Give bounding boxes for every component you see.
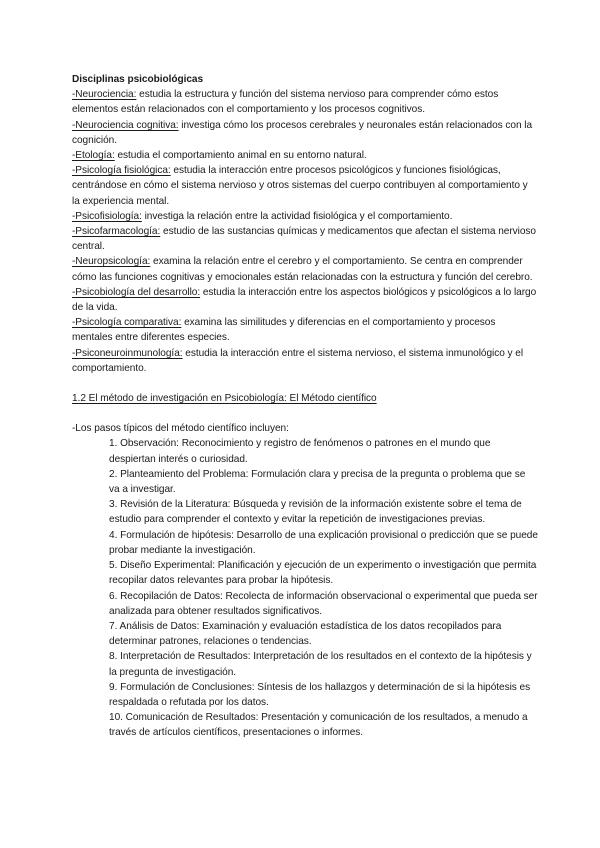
discipline-item bbox=[72, 285, 538, 315]
step-item: 4. Formulación de hipótesis: Desarrollo de una explicación provisional o predicción que se puede probar mediante la investigación. bbox=[109, 529, 538, 556]
discipline-description: estudia la estructura y función del sistema nervioso para comprender cómo estos elementos están relacionados con el comportamiento y los procesos cognitivos. bbox=[72, 89, 499, 116]
discipline-item bbox=[72, 209, 538, 224]
step-item: 3. Revisión de la Literatura: Búsqueda y revisión de la información existente sobre el tema de estudio para comprender el contexto y evitar la repetición de investigaciones previas. bbox=[109, 499, 522, 526]
step-item: 2. Planteamiento del Problema: Formulación clara y precisa de la pregunta o problema que se va a investigar. bbox=[109, 468, 526, 496]
discipline-term: -Psicofisiología: bbox=[72, 210, 142, 222]
discipline-item bbox=[72, 224, 538, 254]
discipline-item bbox=[72, 254, 538, 284]
discipline-term: -Psicología comparativa: bbox=[72, 317, 182, 329]
discipline-term: -Psicofarmacología: bbox=[72, 226, 161, 238]
discipline-description: examina la relación entre el cerebro y el comportamiento. Se centra en comprender cómo las funciones cognitivas y emocionales están relacionadas con la estructura y función del cerebro. bbox=[72, 256, 533, 283]
discipline-term: -Psiconeuroinmunología: bbox=[72, 347, 183, 359]
discipline-item bbox=[72, 346, 538, 376]
discipline-description: estudia la interacción entre los aspectos biológicos y psicológicos a lo largo de la vida. bbox=[72, 286, 537, 314]
disciplines-heading: Disciplinas psicobiológicas bbox=[72, 74, 204, 85]
discipline-description: estudia la interacción entre el sistema nervioso, el sistema inmunológico y el comportamiento. bbox=[72, 347, 524, 374]
discipline-description: investiga la relación entre la actividad fisiológica y el comportamiento. bbox=[141, 210, 453, 222]
discipline-term: -Etología: bbox=[72, 150, 115, 162]
discipline-term: -Psicología fisiológica: bbox=[72, 165, 171, 177]
section-heading: 1.2 El método de investigación en Psicobiología: El Método científico bbox=[72, 393, 377, 405]
discipline-term: -Neurociencia cognitiva: bbox=[72, 119, 179, 131]
discipline-term: -Psicobiología del desarrollo: bbox=[72, 286, 201, 298]
step-item: 8. Interpretación de Resultados: Interpretación de los resultados en el contexto de la hipótesis y la pregunta de investigación. bbox=[109, 651, 532, 678]
spacer bbox=[72, 376, 538, 391]
discipline-description: examina las similitudes y diferencias en el comportamiento y procesos mentales entre diferentes especies. bbox=[72, 317, 496, 344]
steps-intro: -Los pasos típicos del método científico incluyen: bbox=[72, 423, 289, 435]
step-item: 10. Comunicación de Resultados: Presentación y comunicación de los resultados, a menudo a través de artículos científicos, presentaciones o informes. bbox=[109, 712, 528, 739]
step-item: 7. Análisis de Datos: Examinación y evaluación estadística de los datos recopilados para determinar patrones, relaciones o tendencias. bbox=[109, 620, 502, 648]
discipline-description: estudia el comportamiento animal en su entorno natural. bbox=[114, 150, 367, 162]
discipline-description: estudia la interacción entre procesos psicológicos y funciones fisiológicas, centrándose en cómo el sistema nervioso y otros sistemas del cuerpo contribuyen al comportamiento y la experiencia mental. bbox=[72, 165, 528, 207]
step-item: 5. Diseño Experimental: Planificación y ejecución de un experimento o investigación que permita recopilar datos relevantes para probar la hipótesis. bbox=[109, 560, 537, 587]
spacer bbox=[72, 406, 538, 421]
steps-list bbox=[72, 436, 538, 740]
step-item: 9. Formulación de Conclusiones: Síntesis de los hallazgos y determinación de si la hipótesis es respaldada o refutada por los datos. bbox=[109, 681, 531, 708]
discipline-description: investiga cómo los procesos cerebrales y neuronales están relacionados con la cognición. bbox=[72, 119, 533, 146]
step-item: 1. Observación: Reconocimiento y registro de fenómenos o patrones en el mundo que despiertan interés o curiosidad. bbox=[109, 438, 491, 465]
document-body bbox=[72, 72, 538, 741]
discipline-item bbox=[72, 315, 538, 345]
discipline-item bbox=[72, 148, 538, 163]
discipline-term: -Neuropsicología: bbox=[72, 256, 151, 268]
discipline-item bbox=[72, 118, 538, 148]
discipline-description: estudio de las sustancias químicas y medicamentos que afectan el sistema nervioso central. bbox=[72, 226, 536, 253]
discipline-term: -Neurociencia: bbox=[72, 89, 137, 101]
discipline-item bbox=[72, 87, 538, 117]
discipline-item bbox=[72, 163, 538, 209]
discipline-list bbox=[72, 87, 538, 376]
step-item: 6. Recopilación de Datos: Recolecta de información observacional o experimental que pueda ser analizada para obtener resultados significativos. bbox=[109, 590, 538, 617]
